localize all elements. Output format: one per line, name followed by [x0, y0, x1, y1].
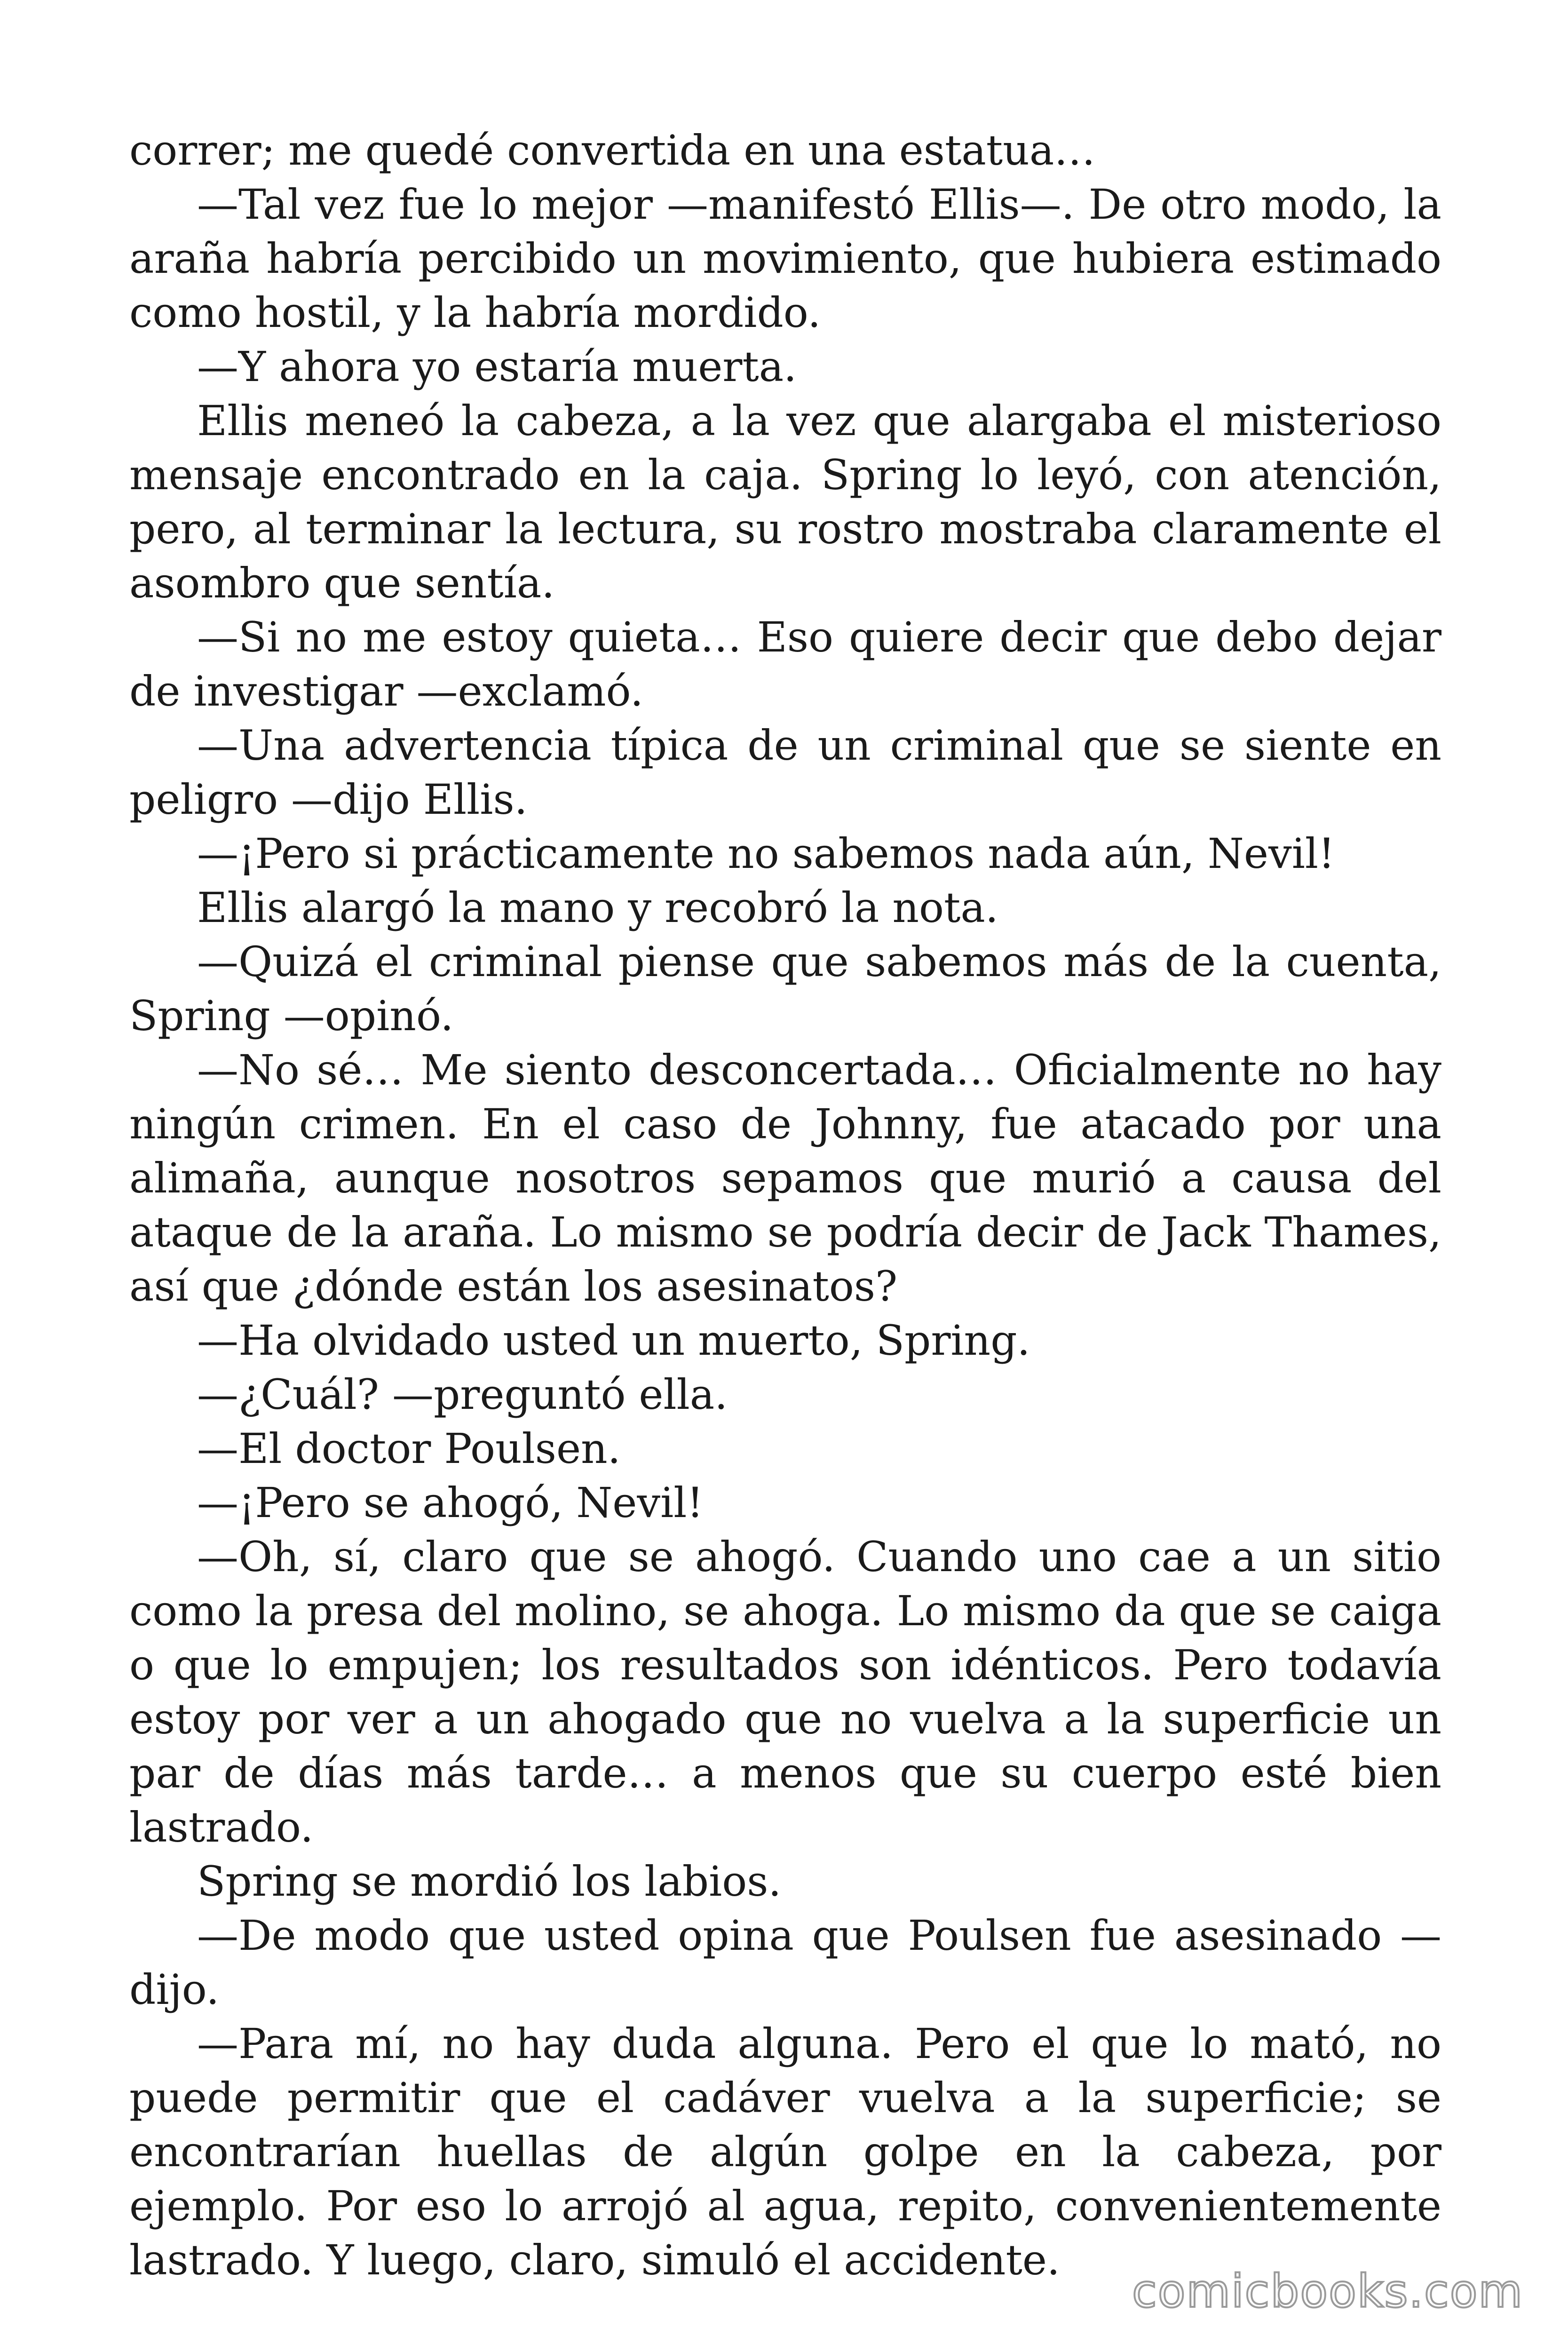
paragraph: —Quizá el criminal piense que sabemos más de la cuenta, Spring —opinó.	[129, 938, 1441, 1040]
paragraph: —No sé… Me siento desconcertada… Oficialmente no hay ningún crimen. En el caso de Johnny, fue atacado por una alimaña, aunque nosotros sepamos que murió a causa del ataque de la araña. Lo mismo se podría decir de Jack Thames, así que ¿dónde están los asesinatos?	[129, 1046, 1441, 1311]
paragraph: —De modo que usted opina que Poulsen fue asesinado —dijo.	[129, 1911, 1441, 2014]
paragraph: —¡Pero se ahogó, Nevil!	[197, 1478, 704, 1527]
paragraph: —Para mí, no hay duda alguna. Pero el que lo mató, no puede permitir que el cadáver vuelva a la superficie; se encontrarían huellas de algún golpe en la cabeza, por ejemplo. Por eso lo arrojó al agua, repito, convenientemente lastrado. Y luego, claro, simuló el accidente.	[129, 2019, 1441, 2284]
paragraph: —Tal vez fue lo mejor —manifestó Ellis—. De otro modo, la araña habría percibido un movimiento, que hubiera estimado como hostil, y la habría mordido.	[129, 180, 1441, 337]
paragraph: —Si no me estoy quieta… Eso quiere decir que debo dejar de investigar —exclamó.	[129, 613, 1441, 715]
paragraph: correr; me quedé convertida en una estatua…	[129, 126, 1096, 175]
paragraph: —Oh, sí, claro que se ahogó. Cuando uno cae a un sitio como la presa del molino, se ahoga. Lo mismo da que se caiga o que lo empujen; los resultados son idénticos. Pero todavía estoy por ver a un ahogado que no vuelva a la superficie un par de días más tarde… a menos que su cuerpo esté bien lastrado.	[129, 1533, 1441, 1851]
paragraph: —¿Cuál? —preguntó ella.	[197, 1370, 728, 1419]
paragraph: —El doctor Poulsen.	[197, 1424, 621, 1473]
paragraph: Ellis meneó la cabeza, a la vez que alargaba el misterioso mensaje encontrado en la caja. Spring lo leyó, con atención, pero, al terminar la lectura, su rostro mostraba claramente el asombro que sentía.	[129, 397, 1441, 607]
paragraph: —Y ahora yo estaría muerta.	[197, 342, 797, 391]
paragraph: —Ha olvidado usted un muerto, Spring.	[197, 1316, 1030, 1365]
paragraph: Ellis alargó la mano y recobró la nota.	[197, 883, 998, 932]
paragraph: —Una advertencia típica de un criminal que se siente en peligro —dijo Ellis.	[129, 721, 1441, 824]
paragraph: Spring se mordió los labios.	[197, 1857, 782, 1906]
watermark: comicbooks.com	[1132, 2265, 1523, 2318]
body-text	[129, 123, 1441, 2287]
paragraph: —¡Pero si prácticamente no sabemos nada aún, Nevil!	[197, 829, 1335, 878]
